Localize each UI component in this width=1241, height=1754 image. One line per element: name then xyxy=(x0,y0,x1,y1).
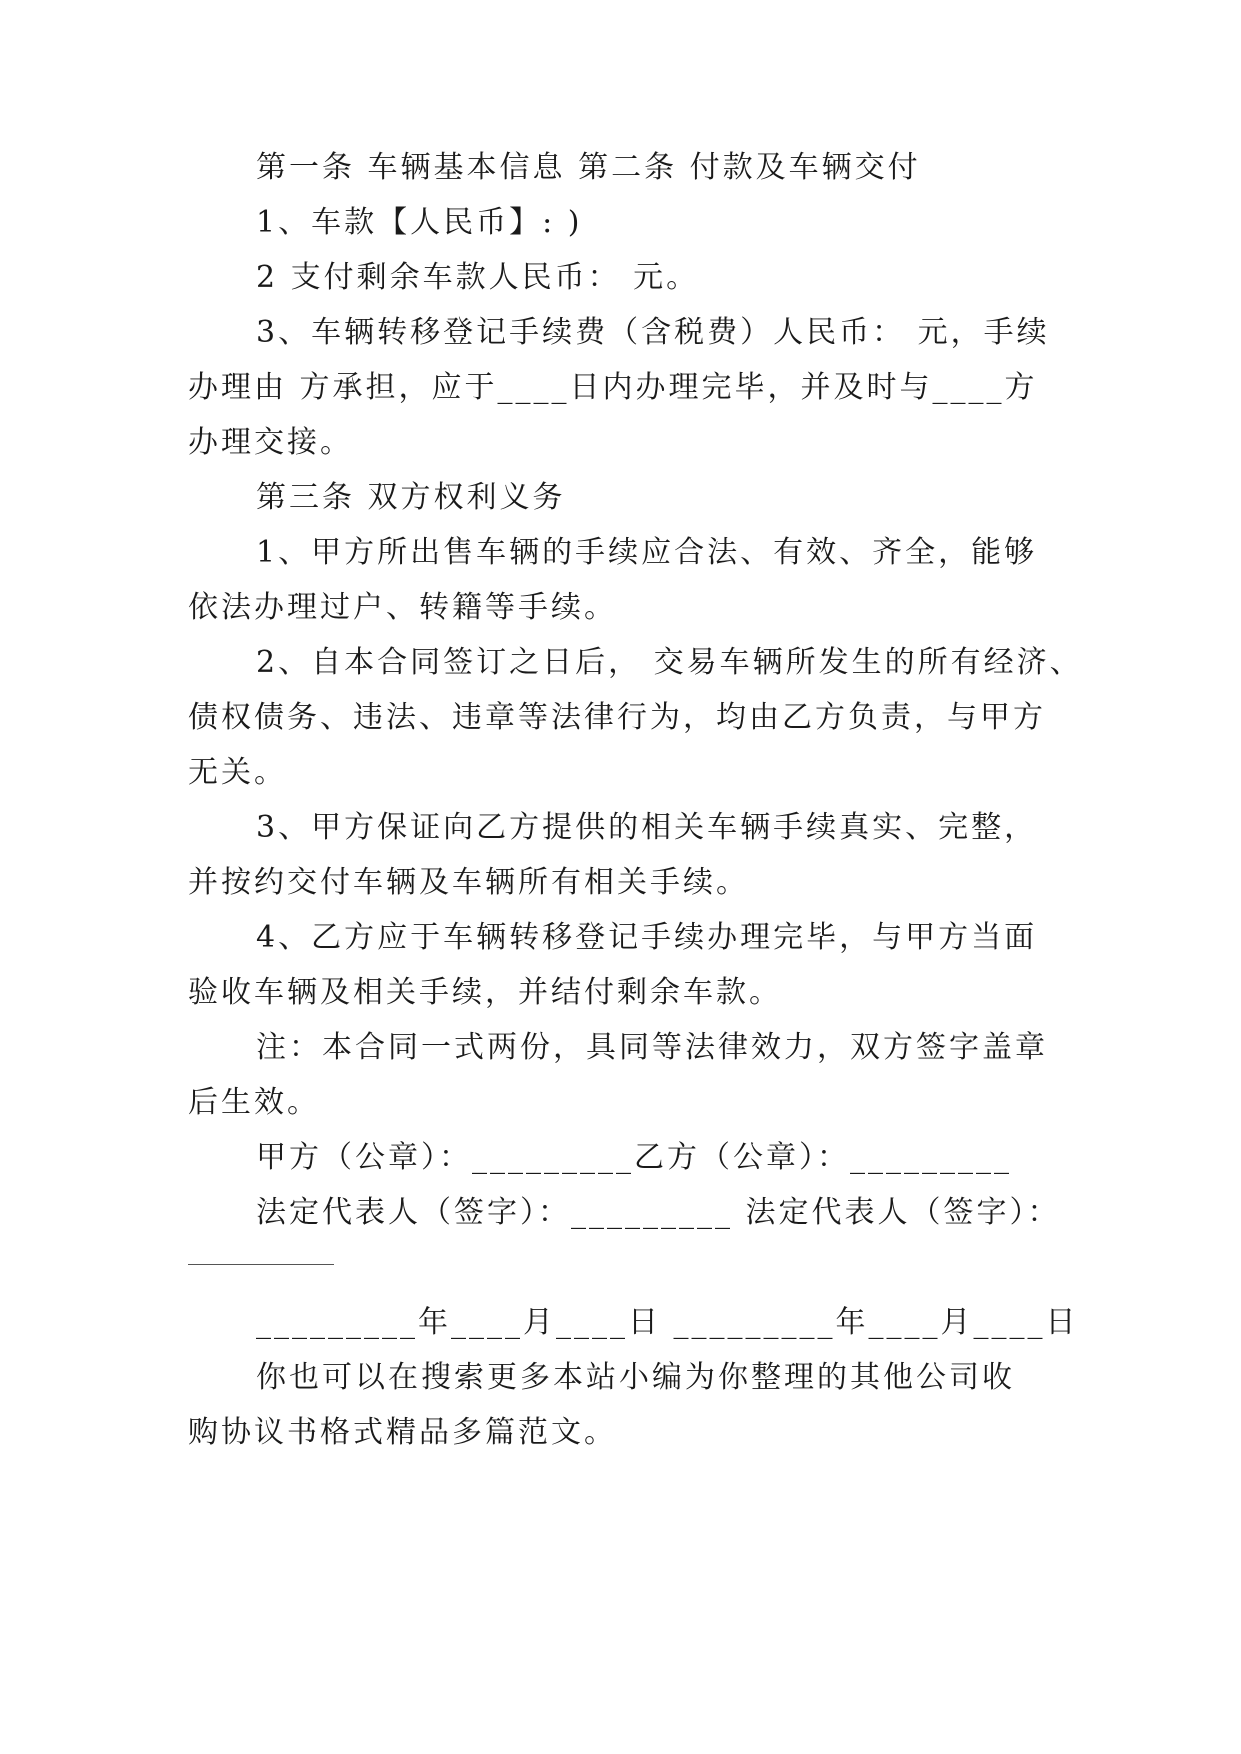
obligation-2-line-2: 债权债务、违法、违章等法律行为，均由乙方负责，与甲方 xyxy=(188,700,1046,735)
note-line-1: 注：本合同一式两份，具同等法律效力，双方签字盖章 xyxy=(256,1030,1048,1065)
obligation-1-line-1: 1、甲方所出售车辆的手续应合法、有效、齐全，能够 xyxy=(256,535,1038,570)
clause-transfer-fee-line-1: 3、车辆转移登记手续费（含税费）人民币： 元，手续 xyxy=(256,315,1050,350)
closing-line-2: 购协议书格式精品多篇范文。 xyxy=(188,1415,617,1450)
signature-underline xyxy=(188,1264,334,1265)
obligation-4-line-1: 4、乙方应于车辆转移登记手续办理完毕，与甲方当面 xyxy=(256,920,1038,955)
obligation-3-line-2: 并按约交付车辆及车辆所有相关手续。 xyxy=(188,865,749,900)
clause-remaining-payment: 2 支付剩余车款人民币： 元。 xyxy=(256,260,700,295)
note-line-2: 后生效。 xyxy=(188,1085,320,1120)
clause-vehicle-price: 1、车款【人民币】: ) xyxy=(256,205,583,240)
obligation-2-line-1: 2、自本合同签订之日后， 交易车辆所发生的所有经济、 xyxy=(256,645,1083,680)
article-1-2-heading: 第一条 车辆基本信息 第二条 付款及车辆交付 xyxy=(256,150,921,185)
article-3-heading: 第三条 双方权利义务 xyxy=(256,480,566,515)
obligation-3-line-1: 3、甲方保证向乙方提供的相关车辆手续真实、完整， xyxy=(256,810,1038,845)
party-seal-line: 甲方（公章）：_________乙方（公章）：_________ xyxy=(256,1140,1012,1175)
clause-transfer-fee-line-2: 办理由 方承担，应于____日内办理完毕，并及时与____方 xyxy=(188,370,1038,405)
date-line: _________年____月____日 _________年____月____日 xyxy=(256,1305,1079,1340)
closing-line-1: 你也可以在搜索更多本站小编为你整理的其他公司收 xyxy=(256,1360,1015,1395)
obligation-4-line-2: 验收车辆及相关手续，并结付剩余车款。 xyxy=(188,975,782,1010)
clause-transfer-fee-line-3: 办理交接。 xyxy=(188,425,353,460)
legal-representative-line: 法定代表人（签字）：_________ 法定代表人（签字）： xyxy=(256,1195,1061,1230)
obligation-2-line-3: 无关。 xyxy=(188,755,287,790)
obligation-1-line-2: 依法办理过户、转籍等手续。 xyxy=(188,590,617,625)
